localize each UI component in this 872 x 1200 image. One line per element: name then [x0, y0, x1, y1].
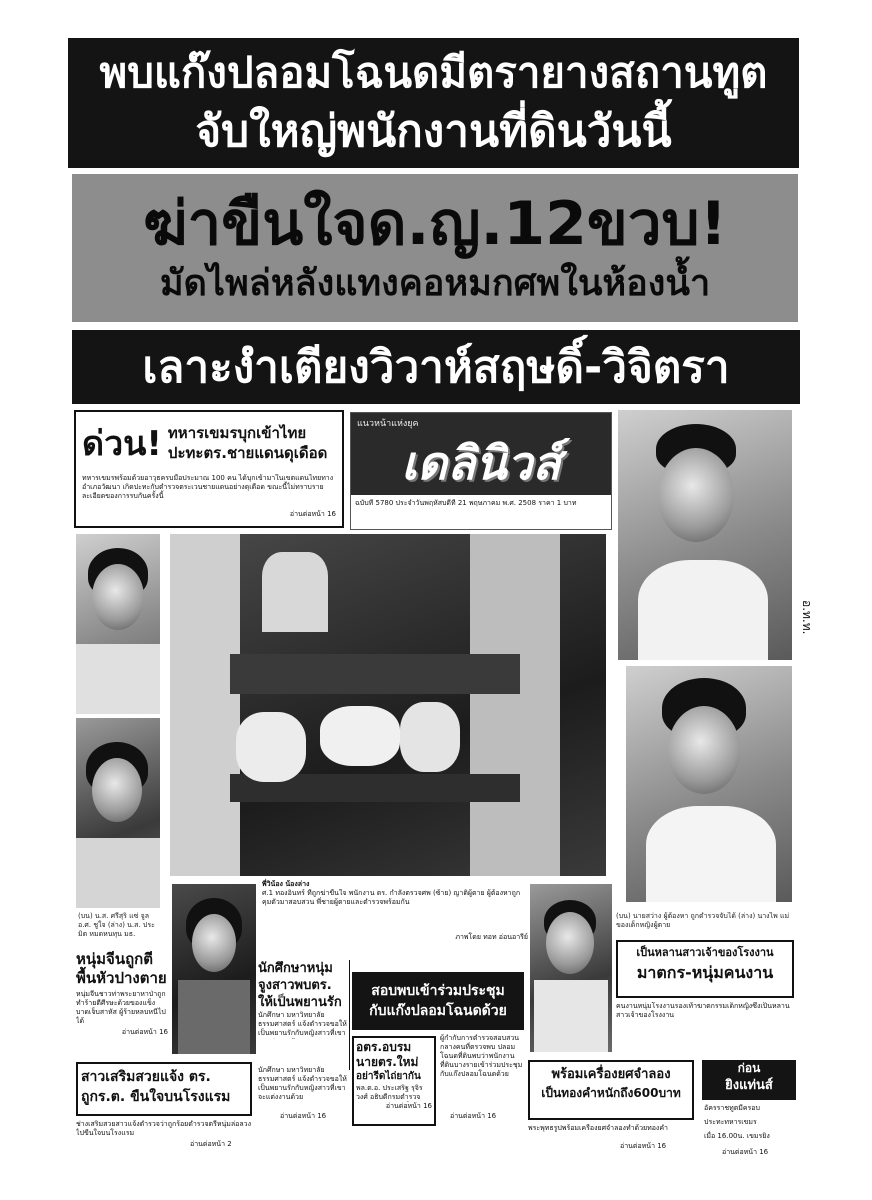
headline-bar-3	[72, 330, 800, 404]
story-hotel-title-1: สาวเสริมสวยแจ้ง ตร.	[81, 1069, 211, 1085]
photo-crime-scene	[170, 534, 606, 876]
story-hotel-title-2: ถูกร.ต. ขืนใจบนโรงแรม	[81, 1089, 231, 1105]
headline-line-3: ฆ่าขืนใจด.ญ.12ขวบ!	[142, 189, 728, 259]
story-factory-title-1: เป็นหลานสาวเจ้าของโรงงาน	[636, 946, 774, 959]
story-chinese-man-body: หนุ่มจีนชาวท่าพระยาหาป่าถูกทำร้ายตีศีรษะด้วยของแข็งบาดเจ็บสาหัส ผู้ร้ายหลบหนีไปได้	[76, 990, 166, 1025]
before-box	[702, 1060, 796, 1160]
before-box-more: อ่านต่อหน้า 16	[722, 1148, 769, 1156]
side-credit: อ.ท.ท.	[800, 600, 814, 635]
masthead-tagline: แนวหน้าแห่งยุค	[357, 419, 419, 429]
story-chinese-man-more: อ่านต่อหน้า 16	[121, 1028, 168, 1036]
story-hotel-body: ช่างเสริมสวยสาวแจ้งตำรวจว่าถูกร้อยตำรวจตรีหนุ่มล่อลวงไปขืนใจบนโรงแรม	[76, 1120, 251, 1137]
urgent-title-2: ปะทะตร.ชายแดนดุเดือด	[167, 444, 328, 462]
story-meeting-header	[352, 972, 524, 1030]
story-student-title-1: นักศึกษาหนุ่ม	[258, 961, 333, 976]
headline-line-1: พบแก๊งปลอมโฉนดมีตรายางสถานทูต	[99, 48, 768, 97]
story-meeting-title-2: กับแก๊งปลอมโฉนดด้วย	[369, 1003, 507, 1019]
left-caption: (บน) น.ส. ศรีสุริ แซ่ จูล อ.ศ. ชูใจ (ล่าง) น.ส. ประมิต หมดหนทุน มธ.	[78, 912, 155, 938]
story-police-body: พล.ต.อ. ประเสริฐ รุจิรวงศ์ อธิบดีกรมตำรวจ	[356, 1084, 423, 1101]
masthead	[350, 412, 612, 530]
photo-woman-top	[76, 534, 160, 714]
urgent-tag: ด่วน!	[82, 424, 162, 464]
story-hotel	[76, 1062, 252, 1116]
headline-line-5: เลาะงำเตียงวิวาห์สฤษดิ์-วิจิตรา	[142, 342, 730, 393]
story-student-title-2: จูงสาวพบตร.	[258, 978, 332, 993]
urgent-box	[74, 410, 344, 528]
headline-bar-2	[72, 174, 798, 322]
before-box-header-big: ยิงแท่นส์	[725, 1078, 773, 1093]
story-factory	[616, 940, 794, 998]
story-gold-title-2: เป็นทองคำหนักถึง600บาท	[541, 1086, 681, 1100]
story-chinese-man-title: หนุ่มจีนถูกตีพื้นหัวปางตาย	[76, 950, 167, 987]
before-box-item-1: อัครราชทูตมีครอบ	[704, 1104, 760, 1112]
photo-worker	[530, 884, 612, 1052]
before-box-header-small: ก่อน	[737, 1061, 761, 1075]
story-factory-body: คนงานหนุ่มโรงงานรองเท้าฆาตกรรมเด็กหญิงซึ่งเป็นหลานสาวเจ้าของโรงงาน	[616, 1002, 790, 1019]
story-gold-title-1: พร้อมเครื่องยศจำลอง	[551, 1067, 671, 1082]
story-police-title-3: อย่ารีดไถ่ยากัน	[356, 1071, 421, 1082]
photo-girl	[172, 884, 256, 1054]
story-student-title-3: ให้เป็นพยานรัก	[258, 995, 342, 1010]
center-caption-body: ศ.1 ทองอินทร์ ที่ถูกฆ่าขืนใจ พนักงาน ตร. กำลังตรวจศพ (ซ้าย) ญาติผู้ตาย ผู้ต้องหาถูกคุมตัวมาสอบสวน พี่ชายผู้ตายและตำรวจพร้อมกัน	[262, 889, 521, 906]
before-box-item-2: ประทะทหารเขมร	[704, 1118, 757, 1126]
story-gold-body: พระพุทธรูปพร้อมเครื่องยศจำลองทำด้วยทองคำ	[528, 1124, 668, 1132]
story-gold	[528, 1060, 694, 1120]
story-police-more: อ่านต่อหน้า 16	[385, 1102, 432, 1110]
urgent-body: ทหารเขมรพร้อมด้วยอาวุธครบมือประมาณ 100 คน ได้บุกเข้ามาในเขตแดนไทยทางอำเภอวัฒนา เกิดปะทะกับตำรวจตระเวนชายแดนอย่างดุเดือด ขณะนี้ไม่ทราบรายละเอียดของการรบกันครั้งนี้	[82, 474, 334, 500]
center-caption	[262, 880, 528, 956]
story-police-title-1: อตร.อบรม	[356, 1040, 412, 1054]
story-student-text-2: นักศึกษา มหาวิทยาลัย ธรรมศาสตร์ แจ้งตำรวจขอให้เป็นพยานรักกับหญิงสาวที่เขาจะแต่งงานด้วย	[258, 1066, 347, 1101]
headline-bar-1	[68, 38, 799, 168]
story-meeting-title-1: สอบพบเข้าร่วมประชุม	[371, 983, 505, 999]
story-gold-more: อ่านต่อหน้า 16	[620, 1142, 667, 1150]
story-student-more: อ่านต่อหน้า 16	[280, 1112, 327, 1120]
masthead-name: เดลินิวส์	[401, 436, 561, 490]
center-caption-title: พี่วิน้อง น้องล่าง	[262, 880, 310, 888]
story-hotel-more: อ่านต่อหน้า 2	[190, 1140, 232, 1148]
story-chinese-man	[76, 950, 168, 1060]
headline-line-4: มัดไพล่หลังแทงคอหมกศพในห้องน้ำ	[159, 263, 711, 304]
story-student-body: นักศึกษา มหาวิทยาลัย ธรรมศาสตร์ แจ้งตำรวจขอให้เป็นพยานรักกับหญิงสาวที่เขา	[258, 1011, 347, 1037]
before-box-item-3: เมื่อ 16.00น. เขมรยิง	[704, 1132, 770, 1140]
center-caption-credit: ภาพโดย ทอท อ่อนอารีย์	[455, 933, 528, 941]
headline-line-2: จับใหญ่พนักงานที่ดินวันนี้	[195, 106, 672, 157]
story-student	[258, 960, 350, 1070]
story-meeting-body: ผู้กำกับการตำรวจสอบสวนกลางคนที่ตรวจพบ ปลอมโฉนดที่ดินพบว่าพนักงานที่ดินบางรายเข้าร่วมประชุมกับแก๊งปลอมโฉนดด้วย	[440, 1034, 523, 1078]
urgent-more: อ่านต่อหน้า 16	[289, 510, 336, 518]
photo-suspect	[618, 410, 792, 660]
masthead-issue: ฉบับที่ 5780 ประจำวันพฤหัสบดีที่ 21 พฤษภาคม พ.ศ. 2508 ราคา 1 บาท	[355, 499, 577, 507]
story-police	[352, 1036, 436, 1126]
story-meeting-more: อ่านต่อหน้า 16	[450, 1112, 497, 1120]
story-police-title-2: นายตร.ใหม่	[356, 1055, 419, 1069]
photo-mother	[626, 666, 792, 902]
right-caption: (บน) นายสว่าง ผู้ต้องหา ถูกตำรวจจับได้ (ล่าง) นางไพ แม่ของเด็กหญิงผู้ตาย	[616, 912, 790, 929]
story-factory-title-2: มาตกร-หนุ่มคนงาน	[636, 963, 774, 982]
photo-woman-bottom	[76, 718, 160, 908]
urgent-title-1: ทหารเขมรบุกเข้าไทย	[167, 424, 307, 442]
